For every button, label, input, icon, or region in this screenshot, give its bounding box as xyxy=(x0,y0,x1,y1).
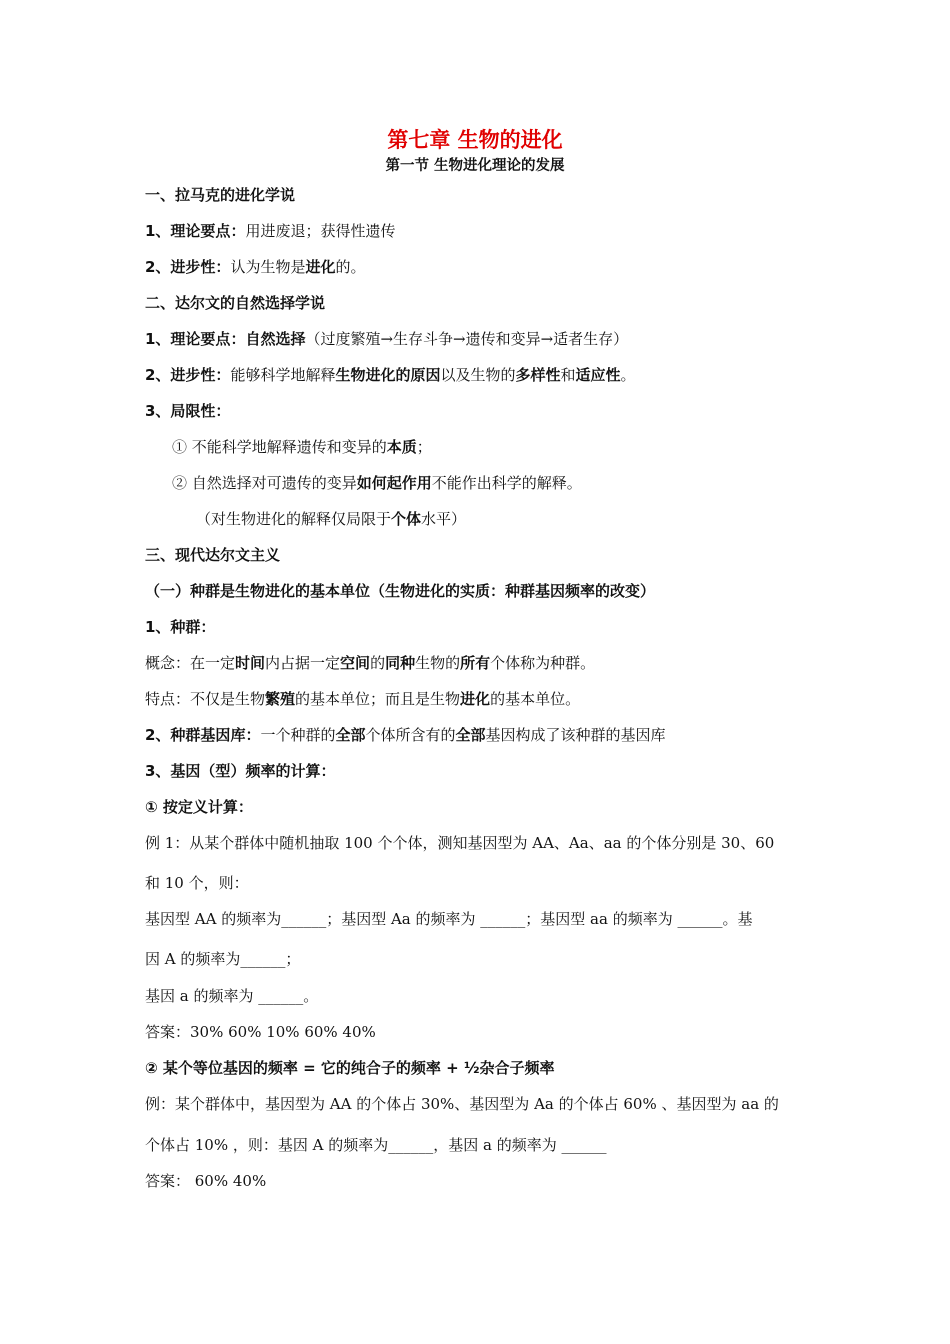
s2-point-1 xyxy=(145,329,628,349)
s2-point-3: 3、局限性： xyxy=(145,402,231,420)
text-bold: 自然选择 xyxy=(245,330,306,348)
example-1-line-5: 基因 a 的频率为 ______。 xyxy=(145,987,319,1005)
text: 概念：在一定 xyxy=(145,654,236,672)
text: 特点：不仅是生物 xyxy=(145,690,266,708)
text-bold: 空间 xyxy=(340,654,371,672)
text: 的基本单位。 xyxy=(490,690,581,708)
text: 的。 xyxy=(335,258,366,276)
text: ① 不能科学地解释遗传和变异的 xyxy=(172,438,387,456)
text: （对生物进化的解释仅局限于 xyxy=(196,510,392,528)
example-1-line-2: 和 10 个，则： xyxy=(145,874,249,892)
population-concept xyxy=(145,653,595,673)
text: 基因构成了该种群的基因库 xyxy=(485,726,666,744)
text-bold: 所有 xyxy=(460,654,491,672)
text: 用进废退；获得性遗传 xyxy=(245,222,396,240)
text-bold: 繁殖 xyxy=(265,690,296,708)
section-title: 第一节 生物进化理论的发展 xyxy=(385,158,565,174)
example-1-line-4: 因 A 的频率为______； xyxy=(145,950,301,968)
s1-point-2 xyxy=(145,257,366,277)
text: 个体称为种群。 xyxy=(490,654,596,672)
text-bold: 进化 xyxy=(460,690,491,708)
text: ② 自然选择对可遗传的变异 xyxy=(172,474,357,492)
text: 内占据一定 xyxy=(265,654,341,672)
s1-heading: 一、拉马克的进化学说 xyxy=(145,186,296,204)
text-bold: 全部 xyxy=(335,726,366,744)
text-bold: 同种 xyxy=(385,654,416,672)
label: 2、进步性： xyxy=(145,366,231,384)
text: 个体所含有的 xyxy=(365,726,456,744)
limitation-2 xyxy=(172,473,582,493)
text-bold: 多样性 xyxy=(515,366,561,384)
text: 和 xyxy=(560,366,576,384)
limitation-1 xyxy=(172,437,432,457)
label: 1、理论要点： xyxy=(145,330,246,348)
text: 水平） xyxy=(421,510,467,528)
label: 2、种群基因库： xyxy=(145,726,261,744)
text-bold: 如何起作用 xyxy=(356,474,432,492)
text: 认为生物是 xyxy=(230,258,306,276)
s1-point-1 xyxy=(145,221,395,241)
s3-point-2 xyxy=(145,725,666,745)
text: 能够科学地解释 xyxy=(230,366,336,384)
limitation-note xyxy=(196,509,466,529)
label: 1、理论要点： xyxy=(145,222,246,240)
example-1-line-3: 基因型 AA 的频率为______；基因型 Aa 的频率为 ______；基因型 aa 的频率为 ______。基 xyxy=(145,910,753,928)
s2-heading: 二、达尔文的自然选择学说 xyxy=(145,294,326,312)
s3-point-1: 1、种群： xyxy=(145,618,216,636)
chapter-title: 第七章 生物的进化 xyxy=(387,128,563,152)
text: （过度繁殖→生存斗争→遗传和变异→适者生存） xyxy=(305,330,629,348)
text: 一个种群的 xyxy=(260,726,336,744)
s3-point-3: 3、基因（型）频率的计算： xyxy=(145,762,336,780)
label: 2、进步性： xyxy=(145,258,231,276)
population-feature xyxy=(145,689,580,709)
text-bold: 生物进化的原因 xyxy=(335,366,441,384)
text-bold: 时间 xyxy=(235,654,266,672)
text: 。 xyxy=(620,366,636,384)
text: 生物的 xyxy=(415,654,461,672)
method-1-label: ① 按定义计算： xyxy=(145,798,253,816)
example-2-line-2: 个体占 10% ，则：基因 A 的频率为______，基因 a 的频率为 ______ xyxy=(145,1136,607,1154)
text-bold: 个体 xyxy=(391,510,422,528)
method-2-label: ② 某个等位基因的频率 = 它的纯合子的频率 + ½杂合子频率 xyxy=(145,1059,555,1077)
text-bold: 适应性 xyxy=(575,366,621,384)
answer-1: 答案：30% 60% 10% 60% 40% xyxy=(145,1023,376,1041)
text-bold: 全部 xyxy=(455,726,486,744)
example-1-line-1: 例 1：从某个群体中随机抽取 100 个个体，测知基因型为 AA、Aa、aa 的个体分别是 30、60 xyxy=(145,834,775,852)
example-2-line-1: 例：某个群体中，基因型为 AA 的个体占 30%、基因型为 Aa 的个体占 60% 、基因型为 aa 的 xyxy=(145,1095,779,1113)
text: 的基本单位；而且是生物 xyxy=(295,690,461,708)
s2-point-2 xyxy=(145,365,636,385)
text: 不能作出科学的解释。 xyxy=(431,474,582,492)
text: 以及生物的 xyxy=(440,366,516,384)
s3-subheading-1: （一）种群是生物进化的基本单位（生物进化的实质：种群基因频率的改变） xyxy=(145,582,656,600)
s3-heading: 三、现代达尔文主义 xyxy=(145,546,281,564)
text-bold: 本质 xyxy=(386,438,417,456)
answer-2: 答案： 60% 40% xyxy=(145,1172,267,1190)
text: ； xyxy=(416,438,432,456)
text: 的 xyxy=(370,654,386,672)
text-bold: 进化 xyxy=(305,258,336,276)
